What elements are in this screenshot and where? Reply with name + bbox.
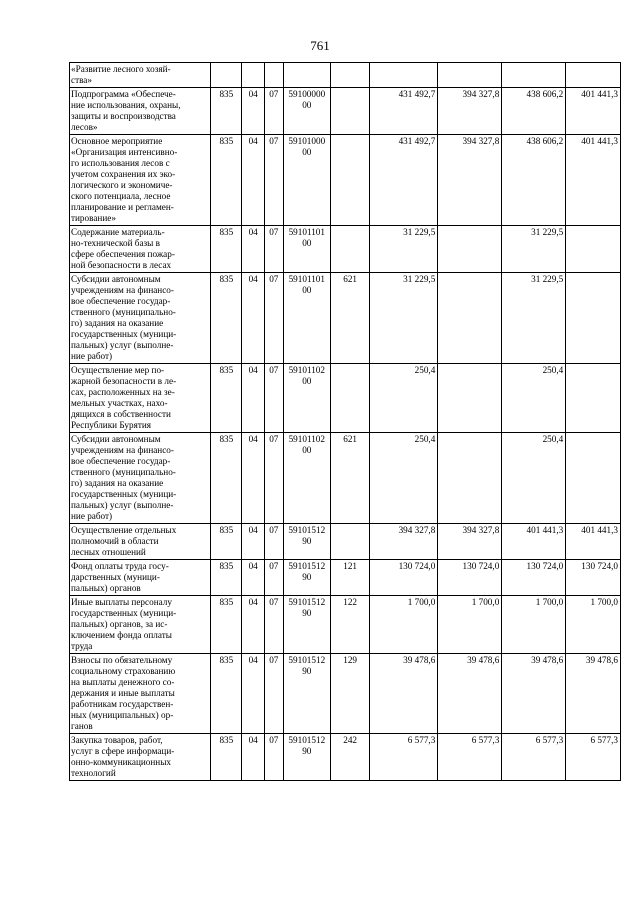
cell-vr: 121 [331, 560, 370, 596]
cell-grbs: 835 [211, 524, 242, 560]
row-name-line: ключением фонда оплаты [71, 630, 172, 640]
cell-csr [283, 88, 330, 135]
row-name-line: го) задания на оказание [71, 478, 164, 488]
cell-rz: 04 [242, 273, 265, 364]
cell-csr [283, 273, 330, 364]
cell-v2 [438, 273, 502, 364]
cell-rz [242, 63, 265, 88]
cell-v4 [566, 364, 621, 433]
cell-grbs: 835 [211, 135, 242, 226]
row-name-line: сах, расположенных на зе- [71, 387, 175, 397]
table-row [70, 596, 621, 654]
row-name-line: государственных (муници- [71, 608, 177, 618]
cell-vr: 122 [331, 596, 370, 654]
cell-vr: 129 [331, 654, 370, 734]
cell-vr [331, 135, 370, 226]
cell-v4 [566, 63, 621, 88]
row-name-line: сфере обеспечения пожар- [71, 249, 175, 259]
cell-csr [283, 433, 330, 524]
cell-v2 [438, 63, 502, 88]
csr-line: 59101512 [288, 597, 326, 607]
csr-line: 00 [302, 100, 312, 110]
cell-csr [283, 63, 330, 88]
cell-v2: 394 327,8 [438, 88, 502, 135]
cell-v1: 1 700,0 [370, 596, 438, 654]
row-name-line: Иные выплаты персоналу [71, 597, 172, 607]
cell-grbs: 835 [211, 273, 242, 364]
csr-line: 00 [302, 376, 312, 386]
cell-v1: 31 229,5 [370, 273, 438, 364]
cell-v1: 130 724,0 [370, 560, 438, 596]
table-row [70, 364, 621, 433]
cell-rz: 04 [242, 560, 265, 596]
cell-v1: 250,4 [370, 364, 438, 433]
row-name-line: ственного (муниципально- [71, 467, 176, 477]
row-name-cell [70, 596, 211, 654]
cell-csr [283, 654, 330, 734]
row-name-line: Взносы по обязательному [71, 655, 173, 665]
cell-v1: 6 577,3 [370, 734, 438, 781]
row-name-line: на выплаты денежного со- [71, 677, 175, 687]
cell-grbs: 835 [211, 433, 242, 524]
row-name-line: го использования лесов с [71, 158, 170, 168]
csr-line: 90 [302, 746, 312, 756]
cell-v1: 431 492,7 [370, 135, 438, 226]
csr-line: 59101102 [288, 365, 325, 375]
csr-line: 59101102 [288, 434, 325, 444]
row-name-line: пальных) услуг (выполне- [71, 340, 174, 350]
cell-v3: 31 229,5 [502, 273, 566, 364]
csr-line: 90 [302, 572, 312, 582]
cell-vr: 242 [331, 734, 370, 781]
cell-csr [283, 364, 330, 433]
row-name-cell [70, 135, 211, 226]
cell-csr [283, 135, 330, 226]
row-name-line: услуг в сфере информаци- [71, 746, 175, 756]
cell-vr [331, 226, 370, 273]
cell-v3: 6 577,3 [502, 734, 566, 781]
cell-rz: 04 [242, 433, 265, 524]
row-name-line: онно-коммуникационных [71, 757, 171, 767]
row-name-line: Содержание материаль- [71, 227, 165, 237]
table-row [70, 63, 621, 88]
table-row [70, 734, 621, 781]
cell-v3: 39 478,6 [502, 654, 566, 734]
table-row [70, 226, 621, 273]
cell-pr [265, 63, 284, 88]
cell-v3: 1 700,0 [502, 596, 566, 654]
cell-v3: 250,4 [502, 433, 566, 524]
row-name-line: вое обеспечение государ- [71, 456, 171, 466]
row-name-line: пальных) органов [71, 583, 141, 593]
cell-grbs: 835 [211, 560, 242, 596]
cell-v3: 438 606,2 [502, 88, 566, 135]
csr-line: 90 [302, 536, 312, 546]
cell-vr [331, 524, 370, 560]
row-name-line: ной безопасности в лесах [71, 260, 172, 270]
csr-line: 59101512 [288, 525, 326, 535]
cell-v1: 431 492,7 [370, 88, 438, 135]
cell-v2: 6 577,3 [438, 734, 502, 781]
table-row [70, 560, 621, 596]
cell-v4: 1 700,0 [566, 596, 621, 654]
row-name-line: держания и иные выплаты [71, 688, 175, 698]
row-name-cell [70, 63, 211, 88]
cell-v3: 130 724,0 [502, 560, 566, 596]
cell-v3: 250,4 [502, 364, 566, 433]
row-name-line: Основное мероприятие [71, 136, 163, 146]
row-name-line: но-технической базы в [71, 238, 160, 248]
cell-vr [331, 63, 370, 88]
cell-v3: 31 229,5 [502, 226, 566, 273]
cell-pr: 07 [265, 734, 284, 781]
cell-csr [283, 226, 330, 273]
cell-v4 [566, 433, 621, 524]
row-name-line: дящихся в собственности [71, 409, 171, 419]
row-name-line: вое обеспечение государ- [71, 296, 171, 306]
row-name-cell [70, 524, 211, 560]
row-name-line: «Организация интенсивно- [71, 147, 178, 157]
row-name-line: ганов [71, 721, 93, 731]
row-name-line: тирование» [71, 213, 116, 223]
row-name-line: ственного (муниципально- [71, 307, 176, 317]
table-row [70, 135, 621, 226]
table-row [70, 88, 621, 135]
cell-vr [331, 364, 370, 433]
row-name-line: Подпрограмма «Обеспече- [71, 89, 176, 99]
row-name-line: Субсидии автономным [71, 274, 161, 284]
row-name-line: учетом сохранения их эко- [71, 169, 176, 179]
row-name-cell [70, 273, 211, 364]
row-name-line: работникам государствен- [71, 699, 174, 709]
row-name-line: Фонд оплаты труда госу- [71, 561, 169, 571]
cell-pr: 07 [265, 135, 284, 226]
cell-v2 [438, 226, 502, 273]
cell-csr [283, 734, 330, 781]
row-name-line: социальному страхованию [71, 666, 176, 676]
row-name-line: Осуществление отдельных [71, 525, 177, 535]
row-name-line: ского потенциала, лесное [71, 191, 171, 201]
cell-csr [283, 524, 330, 560]
cell-grbs: 835 [211, 226, 242, 273]
cell-pr: 07 [265, 433, 284, 524]
csr-line: 59101101 [288, 274, 325, 284]
row-name-line: учреждениям на финансо- [71, 445, 174, 455]
csr-line: 59100000 [288, 89, 326, 99]
csr-line: 59101000 [288, 136, 326, 146]
row-name-line: ства» [71, 75, 92, 85]
cell-v4: 401 441,3 [566, 524, 621, 560]
cell-rz: 04 [242, 524, 265, 560]
row-name-line: Субсидии автономным [71, 434, 161, 444]
cell-v1: 394 327,8 [370, 524, 438, 560]
cell-v4: 401 441,3 [566, 135, 621, 226]
row-name-cell [70, 734, 211, 781]
row-name-line: ние работ) [71, 351, 113, 361]
row-name-cell [70, 433, 211, 524]
cell-rz: 04 [242, 135, 265, 226]
cell-vr: 621 [331, 273, 370, 364]
table-row [70, 433, 621, 524]
csr-line: 00 [302, 238, 312, 248]
row-name-line: лесов» [71, 122, 98, 132]
cell-v3: 401 441,3 [502, 524, 566, 560]
cell-pr: 07 [265, 524, 284, 560]
csr-line: 00 [302, 445, 312, 455]
cell-grbs: 835 [211, 654, 242, 734]
csr-line: 90 [302, 666, 312, 676]
cell-v2 [438, 364, 502, 433]
csr-line: 00 [302, 147, 312, 157]
cell-v2: 39 478,6 [438, 654, 502, 734]
row-name-line: мельных участках, нахо- [71, 398, 168, 408]
row-name-line: ных (муниципальных) ор- [71, 710, 174, 720]
row-name-cell [70, 654, 211, 734]
cell-vr [331, 88, 370, 135]
row-name-cell [70, 560, 211, 596]
row-name-line: Закупка товаров, работ, [71, 735, 163, 745]
cell-grbs: 835 [211, 734, 242, 781]
row-name-line: ние использования, охраны, [71, 100, 181, 110]
cell-rz: 04 [242, 226, 265, 273]
cell-pr: 07 [265, 560, 284, 596]
row-name-line: пальных) услуг (выполне- [71, 500, 174, 510]
csr-line: 90 [302, 608, 312, 618]
row-name-line: Республики Бурятия [71, 420, 152, 430]
row-name-line: планирование и регламен- [71, 202, 174, 212]
cell-v2 [438, 433, 502, 524]
row-name-line: учреждениям на финансо- [71, 285, 174, 295]
row-name-cell [70, 364, 211, 433]
table-row [70, 524, 621, 560]
cell-pr: 07 [265, 596, 284, 654]
cell-grbs [211, 63, 242, 88]
row-name-line: полномочий в области [71, 536, 159, 546]
row-name-line: государственных (муници- [71, 489, 177, 499]
row-name-line: технологий [71, 768, 116, 778]
table-row [70, 654, 621, 734]
cell-csr [283, 596, 330, 654]
cell-v1 [370, 63, 438, 88]
row-name-line: го) задания на оказание [71, 318, 164, 328]
row-name-line: дарственных (муници- [71, 572, 160, 582]
row-name-line: лесных отношений [71, 547, 146, 557]
csr-line: 59101512 [288, 561, 326, 571]
cell-v4: 6 577,3 [566, 734, 621, 781]
cell-v4: 130 724,0 [566, 560, 621, 596]
cell-rz: 04 [242, 734, 265, 781]
cell-v4 [566, 273, 621, 364]
row-name-line: пальных) органов, за ис- [71, 619, 168, 629]
cell-rz: 04 [242, 364, 265, 433]
row-name-line: государственных (муници- [71, 329, 177, 339]
cell-pr: 07 [265, 364, 284, 433]
cell-pr: 07 [265, 654, 284, 734]
cell-pr: 07 [265, 88, 284, 135]
row-name-line: «Развитие лесного хозяй- [71, 64, 171, 74]
cell-rz: 04 [242, 654, 265, 734]
row-name-line: жарной безопасности в ле- [71, 376, 177, 386]
cell-v4: 401 441,3 [566, 88, 621, 135]
cell-v1: 250,4 [370, 433, 438, 524]
cell-v1: 39 478,6 [370, 654, 438, 734]
row-name-line: логического и экономиче- [71, 180, 173, 190]
cell-v2: 394 327,8 [438, 524, 502, 560]
row-name-line: труда [71, 641, 93, 651]
row-name-cell [70, 226, 211, 273]
cell-v2: 130 724,0 [438, 560, 502, 596]
cell-grbs: 835 [211, 596, 242, 654]
cell-v3: 438 606,2 [502, 135, 566, 226]
cell-grbs: 835 [211, 88, 242, 135]
cell-v4 [566, 226, 621, 273]
row-name-line: Осуществление мер по- [71, 365, 165, 375]
cell-rz: 04 [242, 596, 265, 654]
row-name-cell [70, 88, 211, 135]
csr-line: 59101101 [288, 227, 325, 237]
cell-rz: 04 [242, 88, 265, 135]
cell-csr [283, 560, 330, 596]
cell-pr: 07 [265, 226, 284, 273]
row-name-line: ние работ) [71, 511, 113, 521]
row-name-line: защиты и воспроизводства [71, 111, 176, 121]
cell-v2: 1 700,0 [438, 596, 502, 654]
cell-v3 [502, 63, 566, 88]
cell-grbs: 835 [211, 364, 242, 433]
cell-pr: 07 [265, 273, 284, 364]
cell-v2: 394 327,8 [438, 135, 502, 226]
cell-v1: 31 229,5 [370, 226, 438, 273]
budget-table [69, 62, 621, 781]
table-row [70, 273, 621, 364]
cell-vr: 621 [331, 433, 370, 524]
cell-v4: 39 478,6 [566, 654, 621, 734]
csr-line: 59101512 [288, 655, 326, 665]
page-number: 761 [310, 38, 330, 53]
csr-line: 59101512 [288, 735, 326, 745]
csr-line: 00 [302, 285, 312, 295]
